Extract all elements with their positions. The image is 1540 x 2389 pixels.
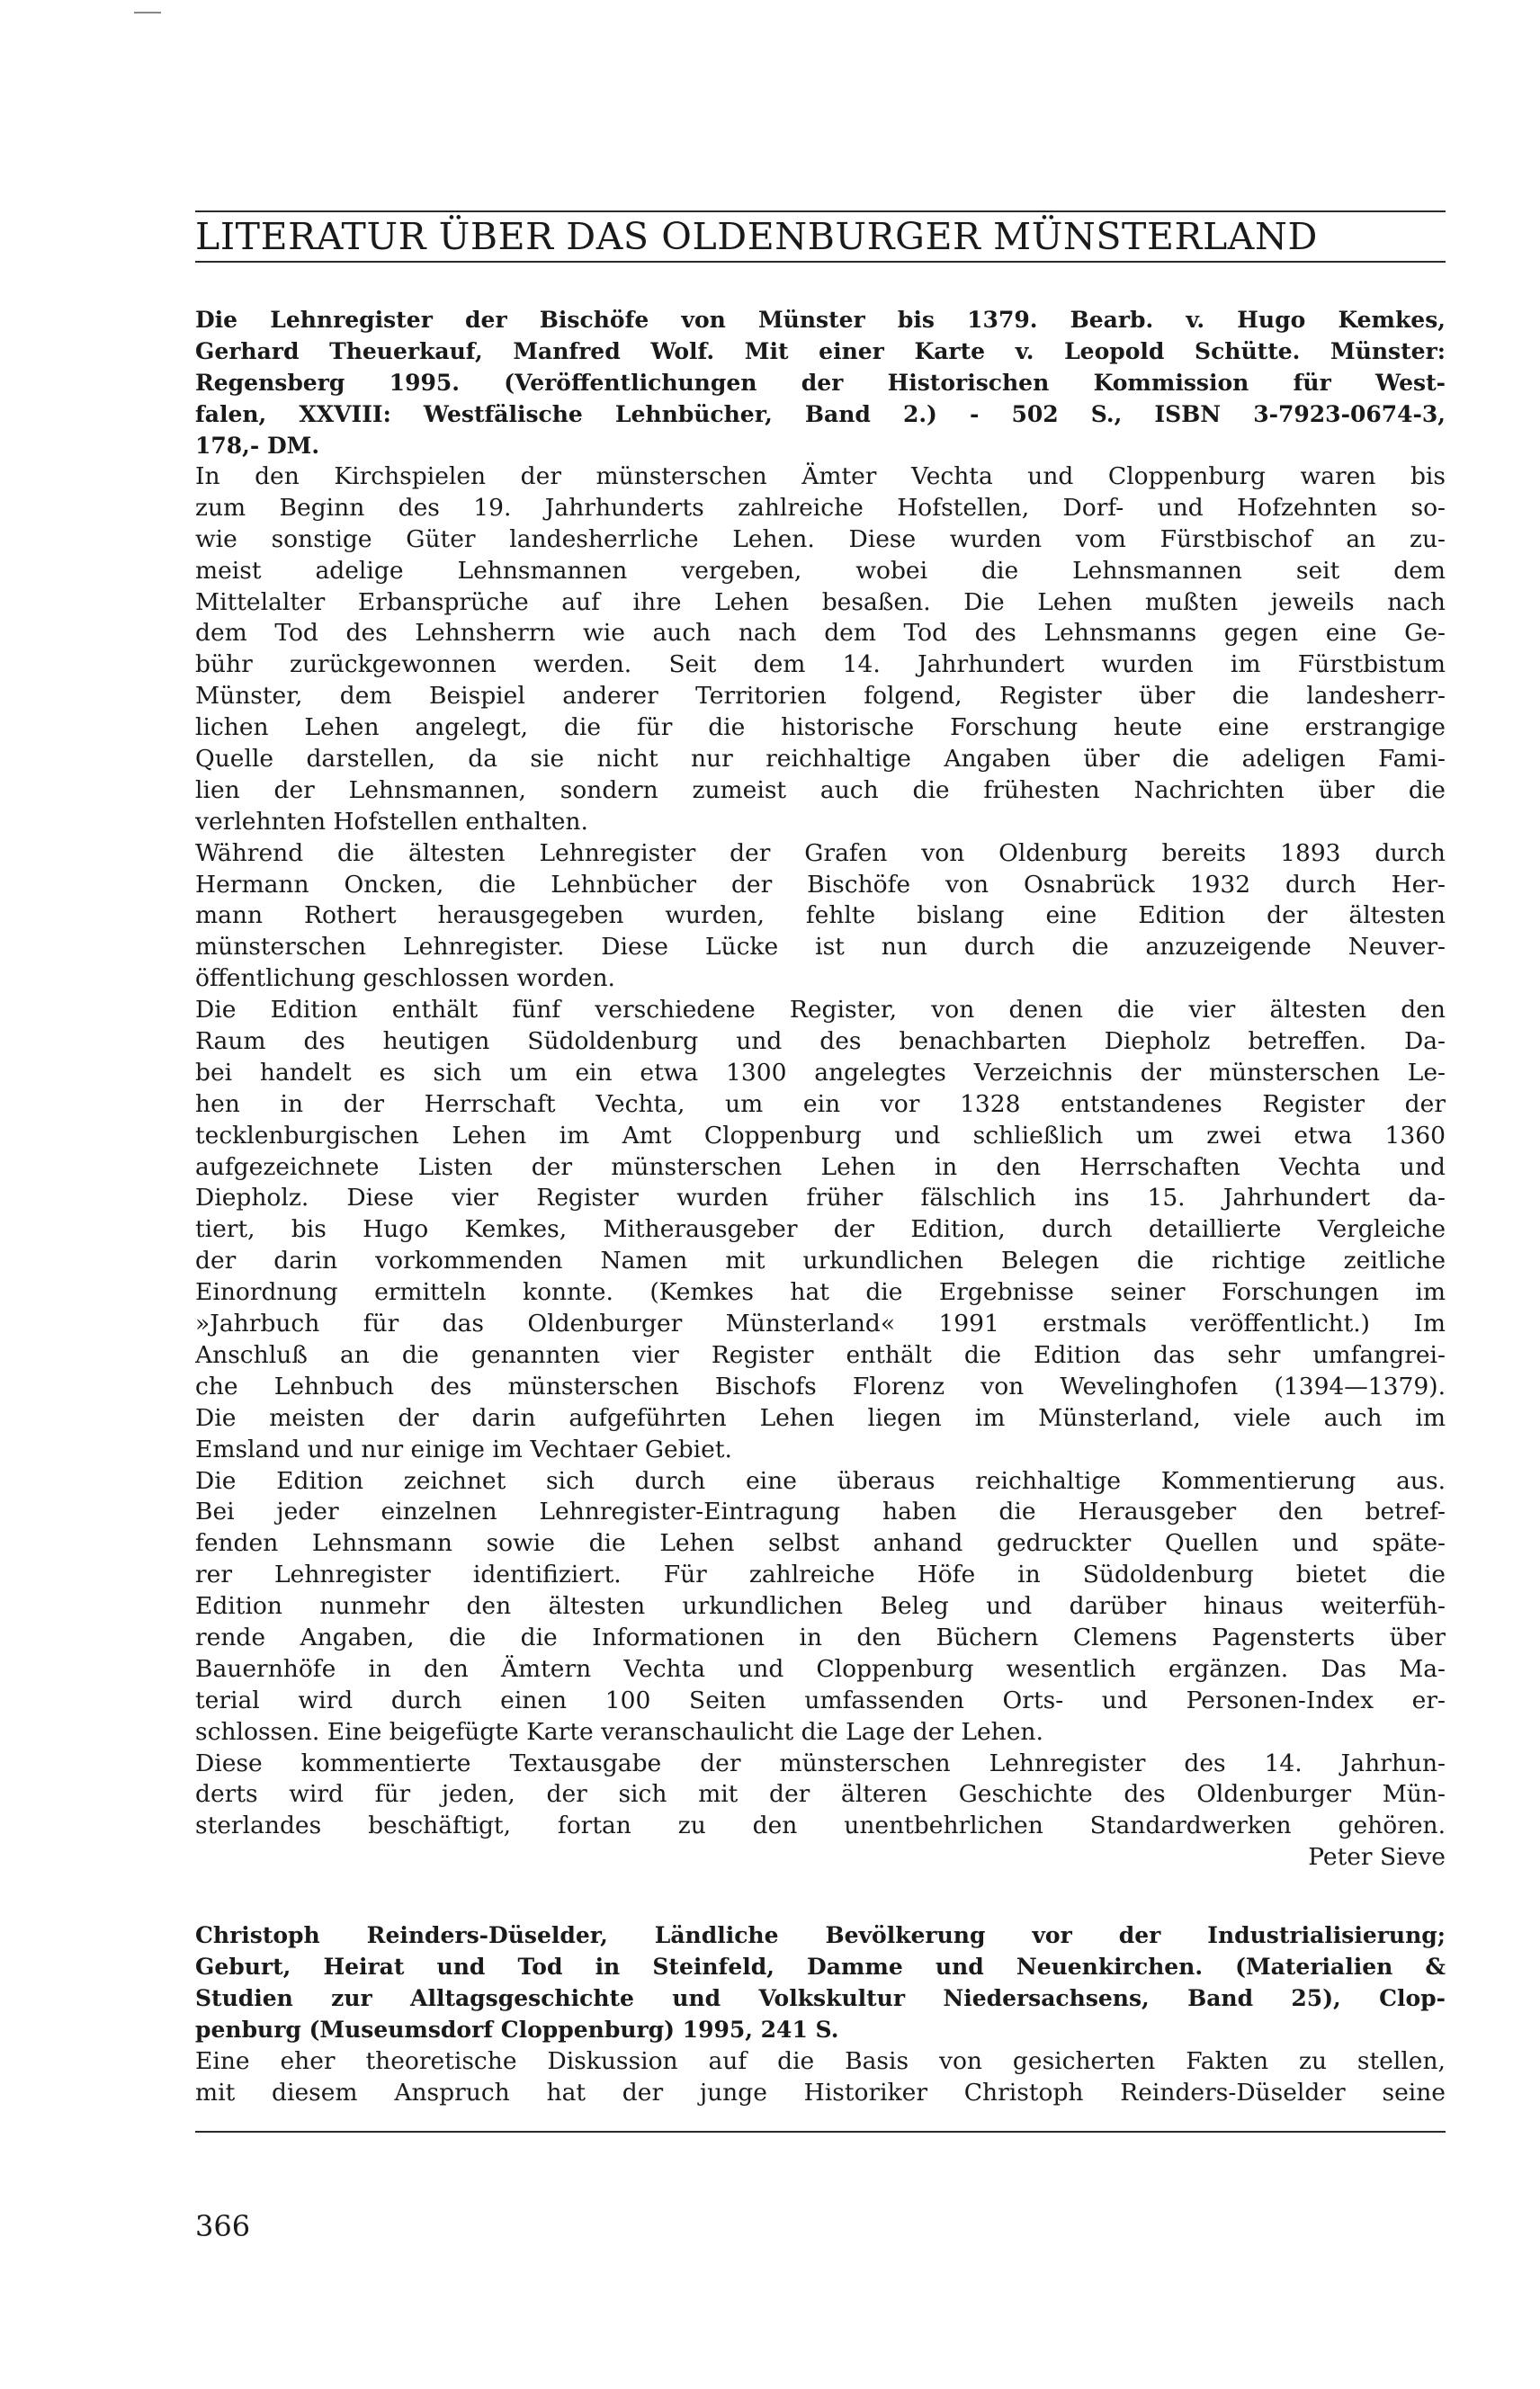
review1-body [195, 461, 1446, 1874]
paragraph-line: lichen Lehen angelegt, die für die historische Forschung heute eine erstrangige [195, 713, 1446, 742]
paragraph-line: mann Rothert herausgegeben wurden, fehlte bislang eine Edition der ältesten [195, 901, 1446, 930]
title-rule-bottom [195, 261, 1446, 263]
header-mark [134, 12, 161, 13]
paragraph-line: münsterschen Lehnregister. Diese Lücke ist nun durch die anzuzeigende Neuver- [195, 933, 1446, 962]
paragraph-line: Diepholz. Diese vier Register wurden früher fälschlich ins 15. Jahrhundert da- [195, 1184, 1446, 1212]
paragraph-line: »Jahrbuch für das Oldenburger Münsterland« 1991 erstmals veröffentlicht.) Im [195, 1310, 1446, 1338]
paragraph-line: Hermann Oncken, die Lehnbücher der Bischöfe von Osnabrück 1932 durch Her- [195, 870, 1446, 899]
paragraph-line: der darin vorkommenden Namen mit urkundlichen Belegen die richtige zeitliche [195, 1247, 1446, 1275]
paragraph-line: mit diesem Anspruch hat der junge Historiker Christoph Reinders-Düselder seine [195, 2078, 1446, 2107]
paragraph-line: wie sonstige Güter landesherrliche Lehen. Diese wurden vom Fürstbischof an zu- [195, 524, 1446, 553]
paragraph-line: sterlandes beschäftigt, fortan zu den unentbehrlichen Standardwerken gehören. [195, 1812, 1446, 1840]
paragraph-line: tecklenburgischen Lehen im Amt Cloppenburg und schließlich um zwei etwa 1360 [195, 1121, 1446, 1150]
paragraph-line: Die Edition enthält fünf verschiedene Register, von denen die vier ältesten den [195, 996, 1446, 1024]
page-number: 366 [195, 2209, 251, 2243]
footer-rule [195, 2131, 1446, 2133]
paragraph-line: Eine eher theoretische Diskussion auf die Basis von gesicherten Fakten zu stellen, [195, 2047, 1446, 2075]
paragraph-line: lien der Lehnsmannen, sondern zumeist auch die frühesten Nachrichten über die [195, 775, 1446, 804]
paragraph-line: zum Beginn des 19. Jahrhunderts zahlreiche Hofstellen, Dorf- und Hofzehnten so- [195, 493, 1446, 522]
paragraph-line: bei handelt es sich um ein etwa 1300 angelegtes Verzeichnis der münsterschen Le- [195, 1058, 1446, 1087]
reviewer-signature: Peter Sieve [1308, 1843, 1446, 1872]
paragraph-line: Während die ältesten Lehnregister der Grafen von Oldenburg bereits 1893 durch [195, 838, 1446, 867]
paragraph-line: Quelle darstellen, da sie nicht nur reichhaltige Angaben über die adeligen Fami- [195, 745, 1446, 774]
heading-line: falen, XXVIII: Westfälische Lehnbücher, Band 2.) - 502 S., ISBN 3-7923-0674-3, [195, 400, 1446, 427]
paragraph-line: Edition nunmehr den ältesten urkundlichen Beleg und darüber hinaus weiterfüh- [195, 1592, 1446, 1621]
review2-body [195, 2046, 1446, 2109]
heading-line: Geburt, Heirat und Tod in Steinfeld, Damme und Neuenkirchen. (Materialien & [195, 1953, 1446, 1980]
paragraph-line: dem Tod des Lehnsherrn wie auch nach dem Tod des Lehnsmanns gegen eine Ge- [195, 619, 1446, 648]
paragraph-line: Anschluß an die genannten vier Register enthält die Edition das sehr umfangrei- [195, 1340, 1446, 1369]
paragraph-line: öffentlichung geschlossen worden. [195, 964, 615, 993]
paragraph-line: tiert, bis Hugo Kemkes, Mitherausgeber der Edition, durch detaillierte Vergleiche [195, 1215, 1446, 1244]
paragraph-line: hen in der Herrschaft Vechta, um ein vor 1328 entstandenes Register der [195, 1089, 1446, 1118]
paragraph-line: terial wird durch einen 100 Seiten umfassenden Orts- und Personen-Index er- [195, 1686, 1446, 1714]
paragraph-line: Raum des heutigen Südoldenburg und des benachbarten Diepholz betreffen. Da- [195, 1027, 1446, 1056]
heading-line: Regensberg 1995. (Veröffentlichungen der Historischen Kommission für West- [195, 369, 1446, 396]
paragraph-line: Diese kommentierte Textausgabe der münsterschen Lehnregister des 14. Jahrhun- [195, 1749, 1446, 1777]
paragraph-line: Die meisten der darin aufgeführten Lehen liegen im Münsterland, viele auch im [195, 1403, 1446, 1432]
paragraph-line: rende Angaben, die die Informationen in den Büchern Clemens Pagensterts über [195, 1623, 1446, 1651]
paragraph-line: rer Lehnregister identifiziert. Für zahlreiche Höfe in Südoldenburg bietet die [195, 1561, 1446, 1589]
paragraph-line: fenden Lehnsmann sowie die Lehen selbst anhand gedruckter Quellen und späte- [195, 1529, 1446, 1558]
review1-heading [195, 305, 1446, 461]
heading-line: Studien zur Alltagsgeschichte und Volkskultur Niedersachsens, Band 25), Clop- [195, 1984, 1446, 2011]
paragraph-line: Emsland und nur einige im Vechtaer Gebiet. [195, 1435, 732, 1463]
heading-line: Gerhard Theuerkauf, Manfred Wolf. Mit einer Karte v. Leopold Schütte. Münster: [195, 337, 1446, 364]
paragraph-line: bühr zurückgewonnen werden. Seit dem 14. Jahrhundert wurden im Fürstbistum [195, 650, 1446, 679]
paragraph-line: Mittelalter Erbansprüche auf ihre Lehen besaßen. Die Lehen mußten jeweils nach [195, 587, 1446, 616]
paragraph-line: Bei jeder einzelnen Lehnregister-Eintragung haben die Herausgeber den betref- [195, 1498, 1446, 1526]
review2-heading [195, 1920, 1446, 2046]
heading-line: penburg (Museumsdorf Cloppenburg) 1995, 241 S. [195, 2016, 839, 2043]
paragraph-line: aufgezeichnete Listen der münsterschen Lehen in den Herrschaften Vechta und [195, 1152, 1446, 1181]
section-title: LITERATUR ÜBER DAS OLDENBURGER MÜNSTERLAND [195, 215, 1318, 258]
heading-line: Die Lehnregister der Bischöfe von Münster bis 1379. Bearb. v. Hugo Kemkes, [195, 307, 1446, 333]
paragraph-line: derts wird für jeden, der sich mit der älteren Geschichte des Oldenburger Mün- [195, 1780, 1446, 1809]
paragraph-line: schlossen. Eine beigefügte Karte veranschaulicht die Lage der Lehen. [195, 1717, 1043, 1746]
paragraph-line: In den Kirchspielen der münsterschen Ämter Vechta und Cloppenburg waren bis [195, 462, 1446, 490]
paragraph-line: Münster, dem Beispiel anderer Territorien folgend, Register über die landesherr- [195, 682, 1446, 711]
paragraph-line: che Lehnbuch des münsterschen Bischofs Florenz von Wevelinghofen (1394—1379). [195, 1372, 1446, 1400]
paragraph-line: Bauernhöfe in den Ämtern Vechta und Cloppenburg wesentlich ergänzen. Das Ma- [195, 1654, 1446, 1683]
paragraph-line: verlehnten Hofstellen enthalten. [195, 807, 588, 836]
paragraph-line: meist adelige Lehnsmannen vergeben, wobei die Lehnsmannen seit dem [195, 556, 1446, 585]
paragraph-line: Einordnung ermitteln konnte. (Kemkes hat die Ergebnisse seiner Forschungen im [195, 1278, 1446, 1307]
heading-line: 178,- DM. [195, 432, 320, 459]
heading-line: Christoph Reinders-Düselder, Ländliche Bevölkerung vor der Industrialisierung; [195, 1922, 1446, 1948]
paragraph-line: Die Edition zeichnet sich durch eine überaus reichhaltige Kommentierung aus. [195, 1466, 1446, 1495]
